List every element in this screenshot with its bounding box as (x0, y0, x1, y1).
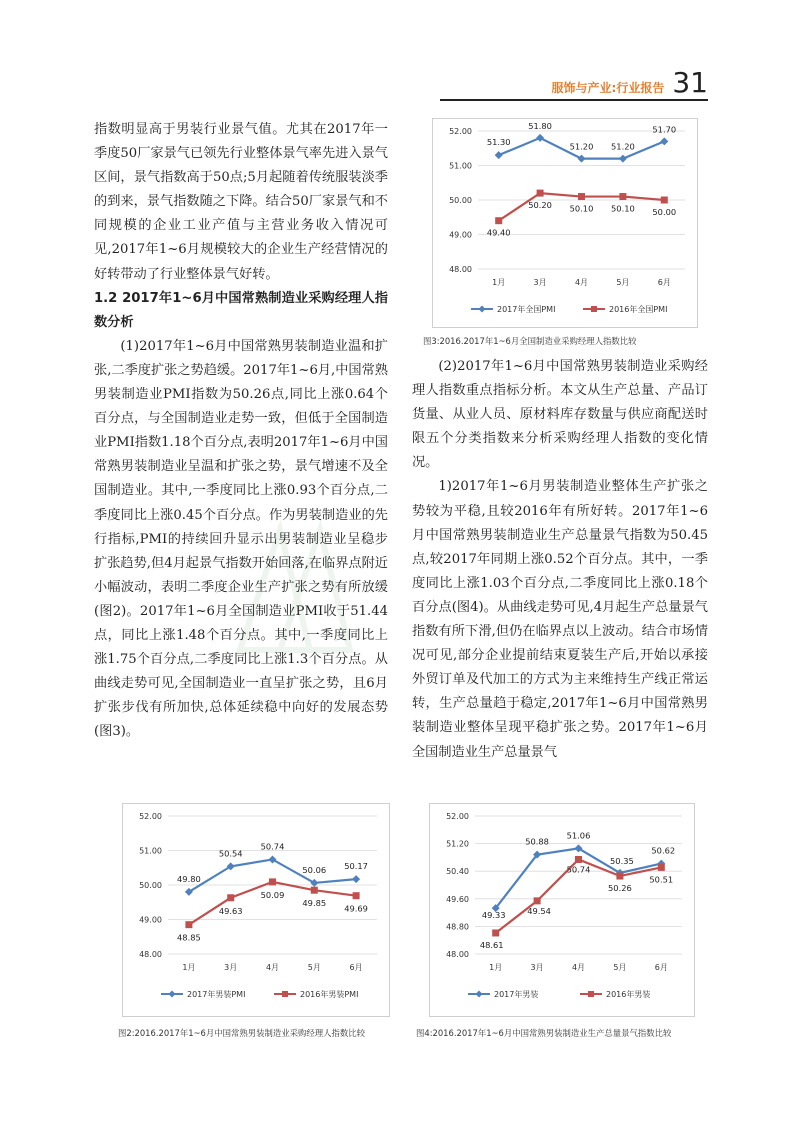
page-number: 31 (672, 66, 708, 99)
y-tick-label: 51.20 (446, 839, 469, 849)
data-point (353, 892, 360, 899)
data-point (616, 873, 623, 880)
x-tick-label: 4月 (574, 278, 589, 287)
data-label: 51.20 (611, 141, 635, 152)
data-point (227, 894, 234, 901)
header-label: 服饰与产业:行业报告 (551, 81, 665, 95)
data-label: 49.69 (344, 903, 368, 914)
data-point (492, 929, 499, 936)
data-point (495, 151, 503, 159)
data-point (658, 864, 665, 871)
data-label: 50.17 (344, 861, 368, 872)
x-tick-label: 1月 (489, 963, 503, 972)
page-header (552, 66, 708, 99)
legend-marker (476, 991, 483, 998)
y-tick-label: 49.00 (139, 915, 162, 925)
data-point (536, 134, 544, 142)
legend-label: 2016年男装 (606, 990, 651, 999)
legend-label: 2016年全国PMI (609, 305, 668, 314)
data-label: 50.26 (608, 883, 632, 894)
chart-fig2-svg (123, 804, 389, 1016)
data-label: 50.06 (302, 864, 327, 875)
y-tick-label: 48.00 (449, 265, 472, 274)
legend-marker (479, 306, 486, 313)
y-tick-label: 51.00 (139, 846, 162, 856)
x-tick-label: 6月 (657, 278, 671, 287)
chart-fig3 (432, 118, 698, 328)
data-label: 50.54 (218, 848, 243, 859)
data-label: 49.54 (527, 905, 551, 916)
legend-label: 2016年男装PMI (300, 990, 359, 999)
data-point (495, 217, 502, 224)
data-label: 49.80 (177, 873, 201, 884)
data-label: 49.33 (481, 910, 506, 921)
data-label: 50.88 (525, 836, 549, 847)
y-tick-label: 52.00 (449, 127, 472, 136)
data-label: 48.61 (479, 939, 504, 950)
caption-fig4: 图4:2016.2017年1~6月中国常熟男装制造业生产总量景气指数比较 (416, 1028, 672, 1038)
y-tick-label: 51.00 (449, 161, 472, 171)
data-point (311, 887, 318, 894)
data-label: 50.51 (649, 874, 674, 885)
legend-marker (591, 306, 597, 312)
y-tick-label: 50.40 (446, 867, 469, 877)
x-tick-label: 3月 (224, 963, 238, 972)
legend-marker (588, 991, 594, 997)
data-point (660, 137, 668, 145)
data-label: 51.70 (652, 124, 677, 135)
x-tick-label: 3月 (530, 963, 544, 972)
legend-label: 2017年男装 (494, 990, 539, 999)
data-label: 49.40 (486, 227, 511, 238)
x-tick-label: 6月 (654, 963, 668, 972)
x-tick-label: 6月 (349, 963, 363, 972)
y-tick-label: 50.00 (139, 881, 162, 890)
caption-fig3: 图3:2016.2017年1~6月全国制造业采购经理人指数比较 (423, 336, 637, 346)
data-label: 50.74 (260, 841, 285, 852)
y-tick-label: 48.00 (139, 950, 162, 959)
legend-label: 2017年男装PMI (187, 990, 246, 999)
data-label: 50.20 (528, 200, 552, 211)
data-label: 49.85 (302, 898, 327, 909)
data-point (578, 155, 586, 163)
legend-label: 2017年全国PMI (497, 305, 556, 314)
data-point (619, 193, 626, 200)
data-point (185, 921, 192, 928)
data-point (352, 875, 360, 883)
data-label: 51.20 (569, 141, 594, 152)
legend-marker (282, 991, 288, 997)
y-tick-label: 48.80 (446, 922, 469, 932)
x-tick-label: 3月 (533, 278, 547, 287)
data-label: 50.09 (260, 889, 285, 900)
left-paragraph-2: (1)2017年1~6月中国常熟男装制造业温和扩张,二季度扩张之势趋缓。2017年1~6月,中国常熟男装制造业PMI指数为50.26点,同比上涨0.64个百分点，与全国制造业走势一致，但低于全国制造业PMI指数1.18个百分点,表明2017年1~6月中国常熟男装制造业呈温和扩张之势，景气增速不及全国制造业。其中,一季度同比上涨0.93个百分点,二季度同比上涨0.45个百分点。作为男装制造业的先行指标,PMI的持续回升显示出男装制造业呈稳步扩张趋势,但4月起景气指数开始回落,在临界点附近小幅波动，表明二季度企业生产扩张之势有所放缓(图2)。2017年1~6月全国制造业PMI收于51.44点，同比上涨1.48个百分点。其中,一季度同比上涨1.75个百分点,二季度同比上涨1.3个百分点。从曲线走势可见,全国制造业一直呈扩张之势，且6月扩张步伐有所加快,总体延续稳中向好的发展态势(图3)。 (94, 338, 388, 740)
data-point (619, 155, 627, 163)
x-tick-label: 4月 (571, 963, 586, 972)
y-tick-label: 50.00 (449, 196, 472, 205)
chart-fig4-svg (430, 804, 694, 1016)
y-tick-label: 48.00 (446, 950, 469, 959)
data-label: 50.10 (569, 203, 594, 214)
data-point (537, 190, 544, 197)
right-paragraph-2: 1)2017年1~6月男装制造业整体生产扩张之势较为平稳,且较2016年有所好转。2017年1~6月中国常熟男装制造业生产总量景气指数为50.45点,较2017年同期上涨0.52个百分点。其中，一季度同比上涨1.03个百分点,二季度同比上涨0.18个百分点(图4)。从曲线走势可见,4月起生产总量景气指数有所下滑,但仍在临界点以上波动。结合市场情况可见,部分企业提前结束夏装生产后,开始以承接外贸订单及代加工的方式为主来维持生产线正常运转，生产总量趋于稳定,2017年1~6月中国常熟男装制造业整体呈现平稳扩张之势。2017年1~6月全国制造业生产总量景气 (412, 479, 708, 760)
x-tick-label: 5月 (613, 963, 627, 972)
x-tick-label: 4月 (265, 963, 280, 972)
data-point (575, 856, 582, 863)
x-tick-label: 1月 (492, 278, 506, 287)
x-tick-label: 1月 (182, 963, 196, 972)
chart-fig3-svg (433, 119, 697, 327)
data-label: 50.10 (611, 203, 635, 214)
y-tick-label: 49.60 (446, 894, 469, 904)
section-heading: 1.2 2017年1~6月中国常熟制造业采购经理人指数分析 (94, 290, 388, 330)
y-tick-label: 49.00 (449, 230, 472, 240)
data-label: 48.85 (177, 932, 201, 943)
series-line (189, 882, 356, 925)
y-tick-label: 52.00 (446, 812, 469, 821)
data-point (534, 897, 541, 904)
data-label: 50.62 (651, 845, 676, 856)
data-label: 51.80 (528, 120, 552, 131)
right-column (412, 355, 708, 765)
chart-fig4 (429, 803, 695, 1017)
caption-fig2: 图2:2016.2017年1~6月中国常熟男装制造业采购经理人指数比较 (118, 1028, 365, 1038)
left-paragraph-1: 指数明显高于男装行业景气值。尤其在2017年一季度50厂家景气已领先行业整体景气率先进入景气区间，景气指数高于50点;5月起随着传统服装淡季的到来，景气指数随之下降。结合50厂家景气和不同规模的企业工业产值与主营业务收入情况可见,2017年1~6月规模较大的企业生产经营情况的好转带动了行业整体景气好转。 (94, 122, 388, 282)
data-label: 49.63 (218, 905, 243, 916)
x-tick-label: 5月 (616, 278, 630, 287)
left-column (94, 118, 388, 744)
data-label: 51.06 (566, 830, 591, 841)
data-point (661, 197, 668, 204)
legend-marker (169, 991, 176, 998)
data-label: 50.35 (610, 855, 634, 866)
x-tick-label: 5月 (307, 963, 321, 972)
data-label: 51.30 (486, 137, 511, 148)
data-point (578, 193, 585, 200)
chart-fig2 (122, 803, 390, 1017)
data-label: 50.00 (652, 207, 677, 217)
header-rule (440, 99, 708, 101)
y-tick-label: 52.00 (139, 812, 162, 821)
data-point (269, 878, 276, 885)
data-label: 50.74 (566, 864, 591, 875)
right-paragraph-1: (2)2017年1~6月中国常熟男装制造业采购经理人指数重点指标分析。本文从生产总量、产品订货量、从业人员、原材料库存数量与供应商配送时限五个分类指数来分析采购经理人指数的变化情况。 (412, 359, 708, 471)
series-line (189, 859, 356, 891)
